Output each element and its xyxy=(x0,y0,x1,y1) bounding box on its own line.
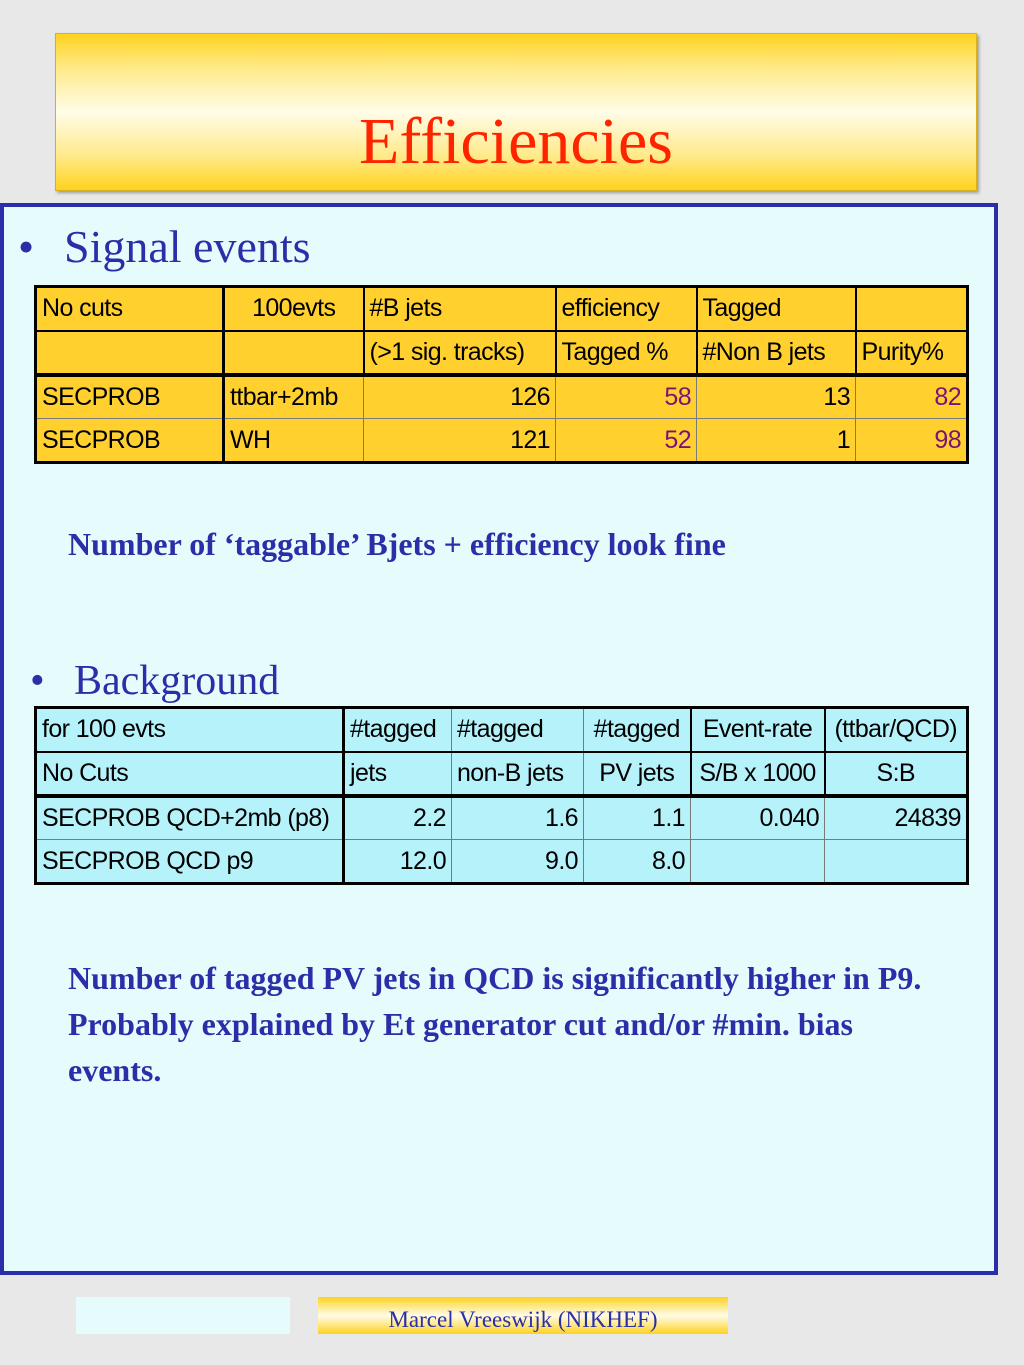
table-cell: 1.6 xyxy=(452,796,584,840)
table-cell: #Non B jets xyxy=(697,331,856,375)
table-cell: jets xyxy=(344,752,452,796)
table-cell: #tagged xyxy=(344,708,452,752)
table-cell: 82 xyxy=(856,375,968,419)
title-banner xyxy=(55,33,977,191)
table-cell: S/B x 1000 xyxy=(691,752,825,796)
table-cell: Event-rate xyxy=(691,708,825,752)
bullet-dot: • xyxy=(18,221,35,272)
table-cell: Purity% xyxy=(856,331,968,375)
table-cell: for 100 evts xyxy=(36,708,344,752)
table-cell: No cuts xyxy=(36,287,224,331)
table-cell: 121 xyxy=(364,419,556,463)
table-cell: non-B jets xyxy=(452,752,584,796)
table-cell: 9.0 xyxy=(452,840,584,884)
background-table xyxy=(34,706,969,885)
table-cell: WH xyxy=(224,419,364,463)
table-cell: SECPROB QCD+2mb (p8) xyxy=(36,796,344,840)
table-cell: 1 xyxy=(697,419,856,463)
background-heading xyxy=(30,660,279,702)
table-cell xyxy=(825,840,968,884)
table-row xyxy=(36,708,968,752)
table-cell: #tagged xyxy=(452,708,584,752)
table-cell: SECPROB xyxy=(36,419,224,463)
table-cell: SECPROB xyxy=(36,375,224,419)
table-cell: 100evts xyxy=(224,287,364,331)
signal-heading-text: Signal events xyxy=(64,221,311,272)
table-cell: (ttbar/QCD) xyxy=(825,708,968,752)
slide-title: Efficiencies xyxy=(359,105,673,178)
table-row xyxy=(36,840,968,884)
bullet-dot: • xyxy=(30,658,45,704)
footer-author: Marcel Vreeswijk (NIKHEF) xyxy=(318,1297,728,1334)
table-cell xyxy=(224,331,364,375)
table-row xyxy=(36,796,968,840)
signal-table xyxy=(34,285,969,464)
table-cell xyxy=(691,840,825,884)
table-cell xyxy=(36,331,224,375)
table-cell: efficiency xyxy=(556,287,697,331)
table-cell: (>1 sig. tracks) xyxy=(364,331,556,375)
table-cell: No Cuts xyxy=(36,752,344,796)
footer-placeholder xyxy=(76,1297,290,1334)
table-cell: ttbar+2mb xyxy=(224,375,364,419)
table-row xyxy=(36,331,968,375)
background-note: Number of tagged PV jets in QCD is significantly higher in P9. Probably explained by Et generator cut and/or #min. bias events. xyxy=(68,960,922,1088)
background-heading-text: Background xyxy=(74,658,280,704)
table-row xyxy=(36,375,968,419)
signal-note: Number of ‘taggable’ Bjets + efficiency look fine xyxy=(68,526,726,562)
table-cell: 2.2 xyxy=(344,796,452,840)
signal-heading xyxy=(18,221,311,272)
table-cell: 52 xyxy=(556,419,697,463)
table-cell: 1.1 xyxy=(584,796,691,840)
table-cell: PV jets xyxy=(584,752,691,796)
table-cell: 24839 xyxy=(825,796,968,840)
table-row xyxy=(36,287,968,331)
table-cell: 0.040 xyxy=(691,796,825,840)
table-cell: S:B xyxy=(825,752,968,796)
table-cell: Tagged xyxy=(697,287,856,331)
table-cell: SECPROB QCD p9 xyxy=(36,840,344,884)
table-cell: 13 xyxy=(697,375,856,419)
table-cell: 8.0 xyxy=(584,840,691,884)
table-row xyxy=(36,752,968,796)
table-cell: 98 xyxy=(856,419,968,463)
table-row xyxy=(36,419,968,463)
table-cell: #tagged xyxy=(584,708,691,752)
table-cell: 12.0 xyxy=(344,840,452,884)
table-cell xyxy=(856,287,968,331)
table-cell: 126 xyxy=(364,375,556,419)
table-cell: Tagged % xyxy=(556,331,697,375)
table-cell: 58 xyxy=(556,375,697,419)
table-cell: #B jets xyxy=(364,287,556,331)
